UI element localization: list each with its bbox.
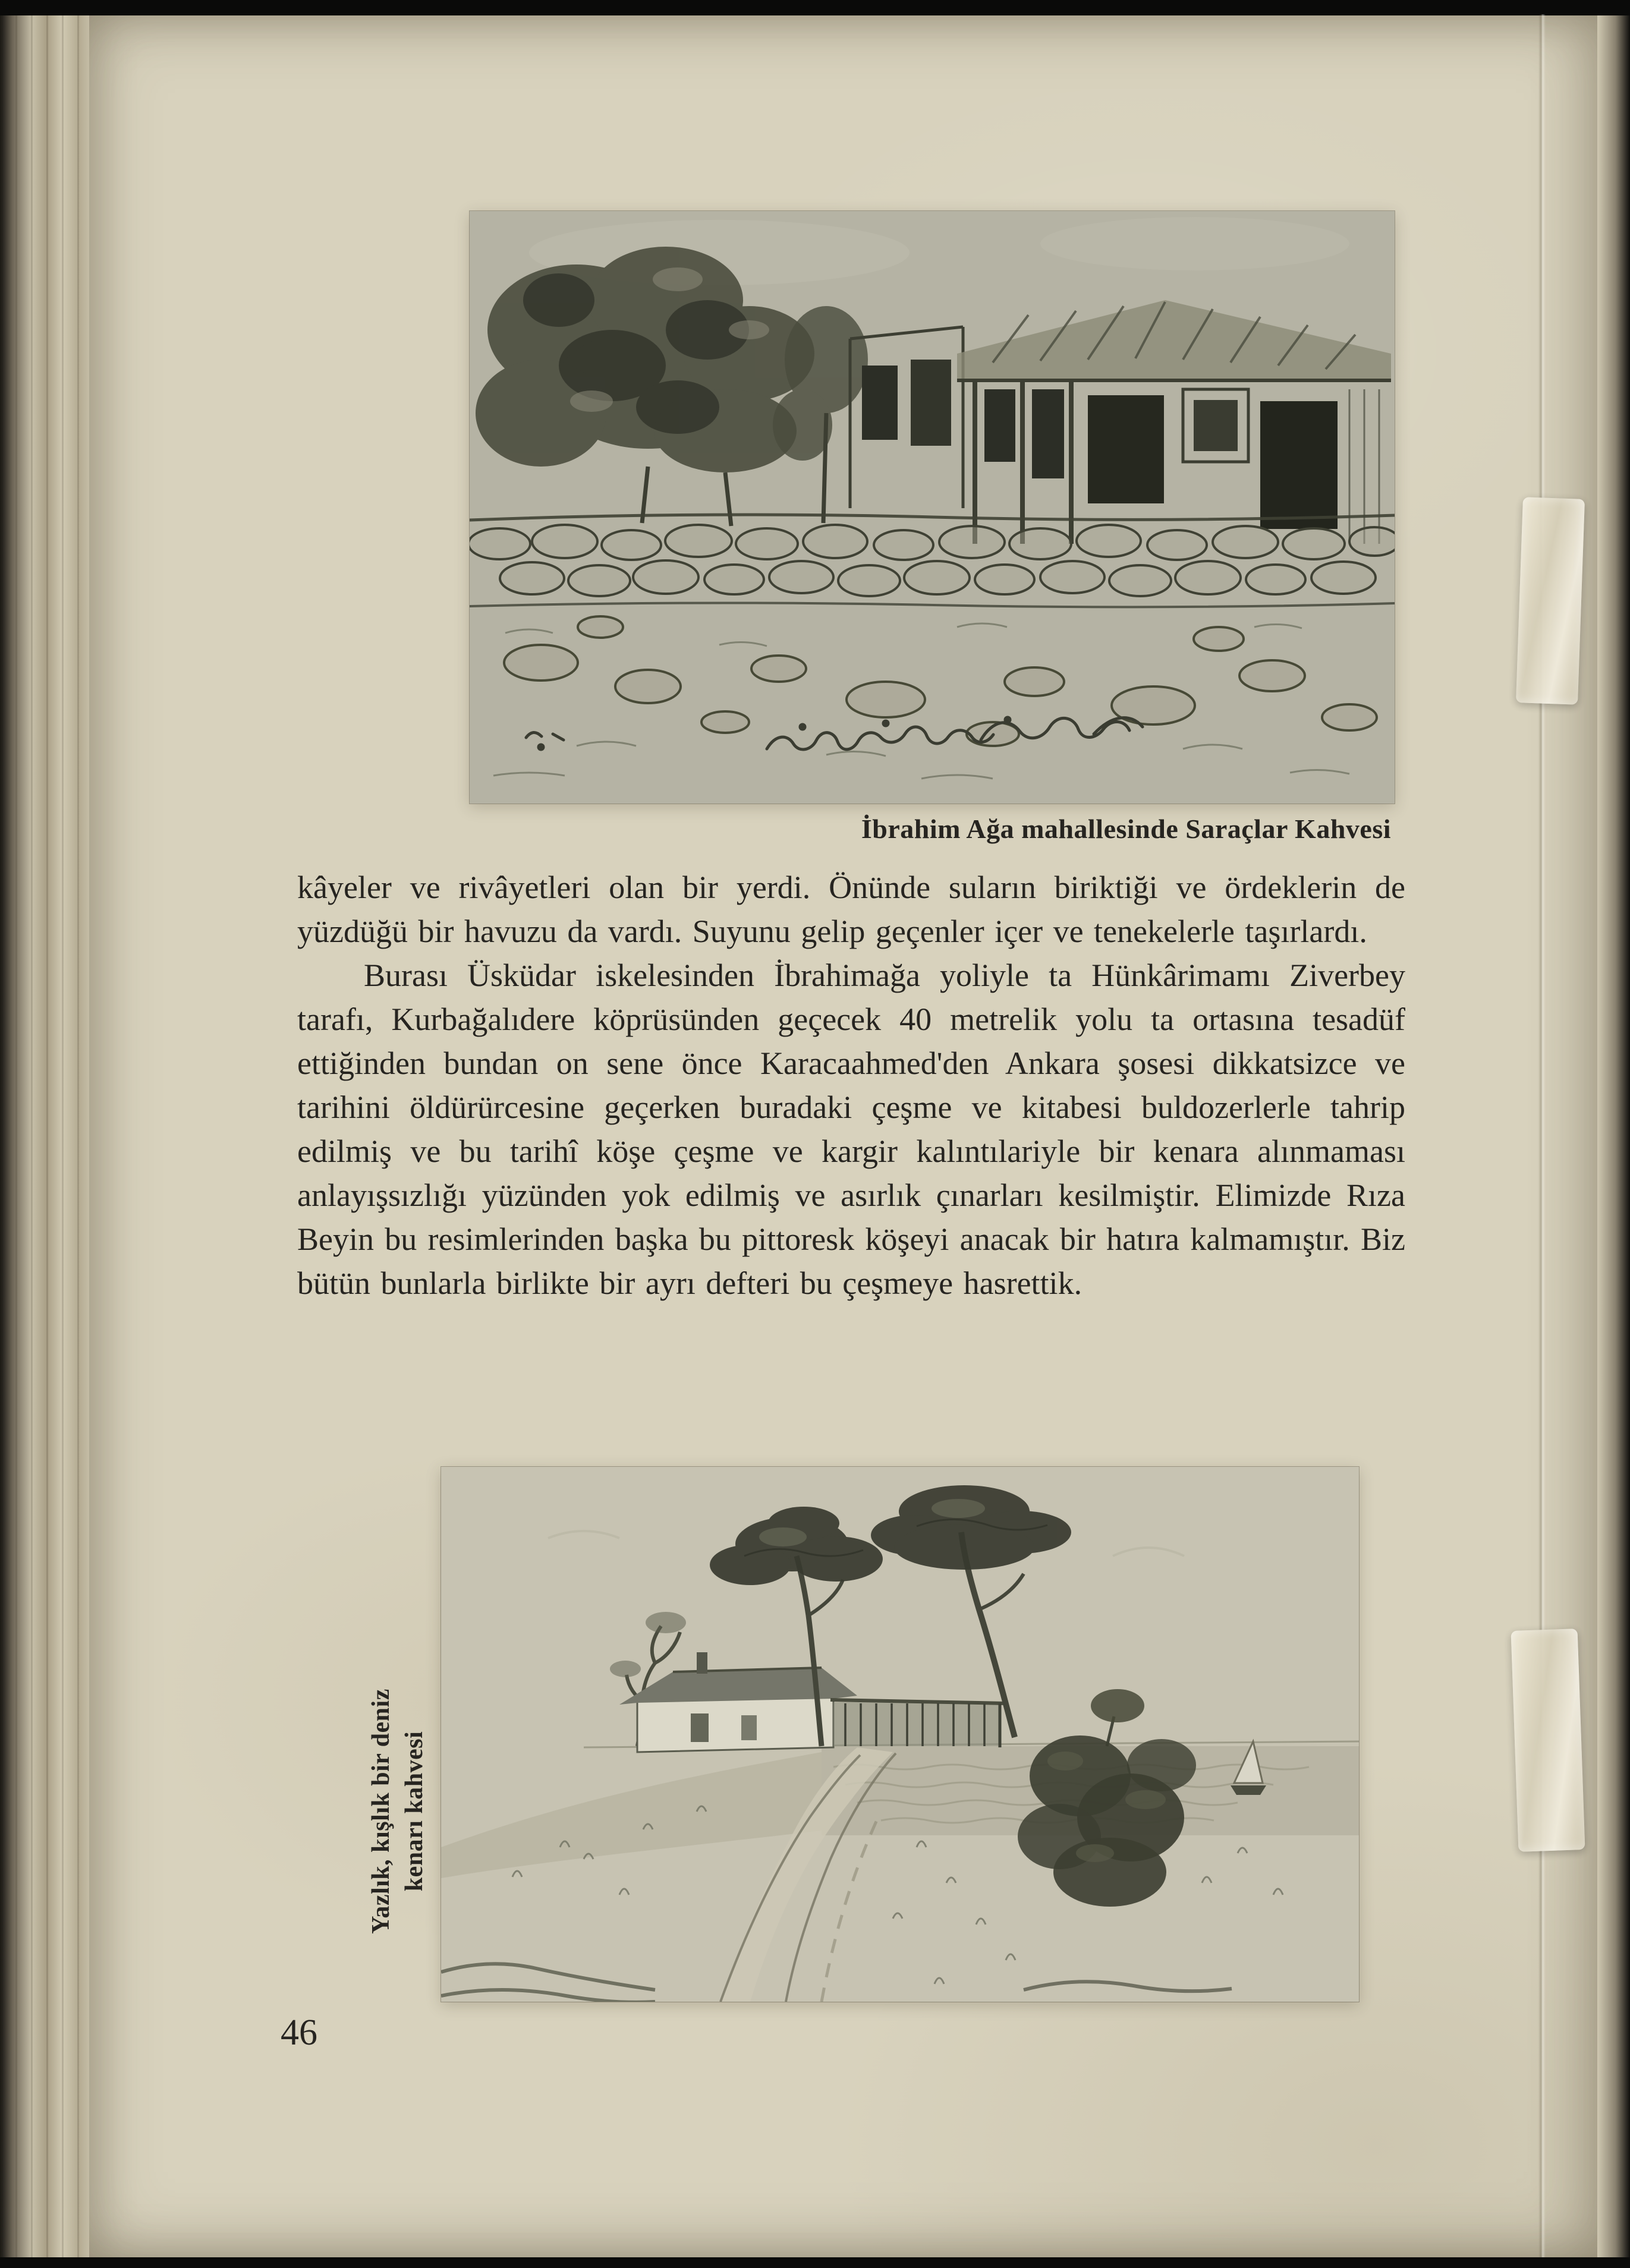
tape-repair-lower [1511, 1628, 1585, 1852]
book-gutter-page-stack [0, 12, 101, 2260]
top-figure-caption: İbrahim Ağa mahallesinde Saraçlar Kahvesi [861, 814, 1391, 844]
tape-repair-upper [1516, 497, 1585, 704]
coffeehouse-sketch-image [470, 211, 1395, 804]
paragraph: Burası Üsküdar iskelesinden İbrahimağa yoliyle ta Hünkârimamı Ziverbey tarafı, Kurbağalıdere köprüsünden geçecek 40 metrelik yolu ta ortasına tesadüf ettiğinden bundan on sene önce Karacaahmed'den Ankara şosesi dikkatsizce ve tarihini öldürürcesine geçerken buradaki çeşme ve kitabesi buldozerlerle tahrip edilmiş ve bu tarihî köşe çeşme ve kargir kalıntılariyle bir kenara alınmaması anlayışsızlığı yüzünden yok edilmiş ve asırlık çınarları kesilmiştir. Elimizde Rıza Beyin bu resimlerinden başka bu pittoresk köşeyi anacak bir hatıra kalmamıştır. Biz bütün bunlarla birlikte bir ayrı defteri bu çeşmeye hasrettik. [297, 957, 1405, 1301]
bottom-figure-seaside-coffeehouse-sketch [441, 1467, 1359, 2002]
page-right-edge [1597, 0, 1630, 2268]
bottom-figure-caption-line2: kenarı kahvesi [401, 1731, 428, 1892]
scan-bottom-border [0, 2257, 1630, 2268]
scan-top-border [0, 0, 1630, 15]
page-number: 46 [281, 2012, 317, 2053]
bottom-figure-caption-line1: Yazlık, kışlık bir deniz [367, 1689, 395, 1934]
body-text [297, 865, 1405, 1305]
top-figure-saraclar-kahvesi-sketch [470, 211, 1395, 804]
bottom-figure-caption [364, 1649, 431, 1973]
page-fold-crease [1538, 14, 1546, 2257]
seaside-sketch-image [441, 1467, 1359, 2002]
paragraph: kâyeler ve rivâyetleri olan bir yerdi. Önünde suların biriktiği ve ördeklerin de yüzdüğü bir havuzu da vardı. Suyunu gelip geçenler içer ve tenekelerle taşırlardı. [297, 870, 1405, 949]
